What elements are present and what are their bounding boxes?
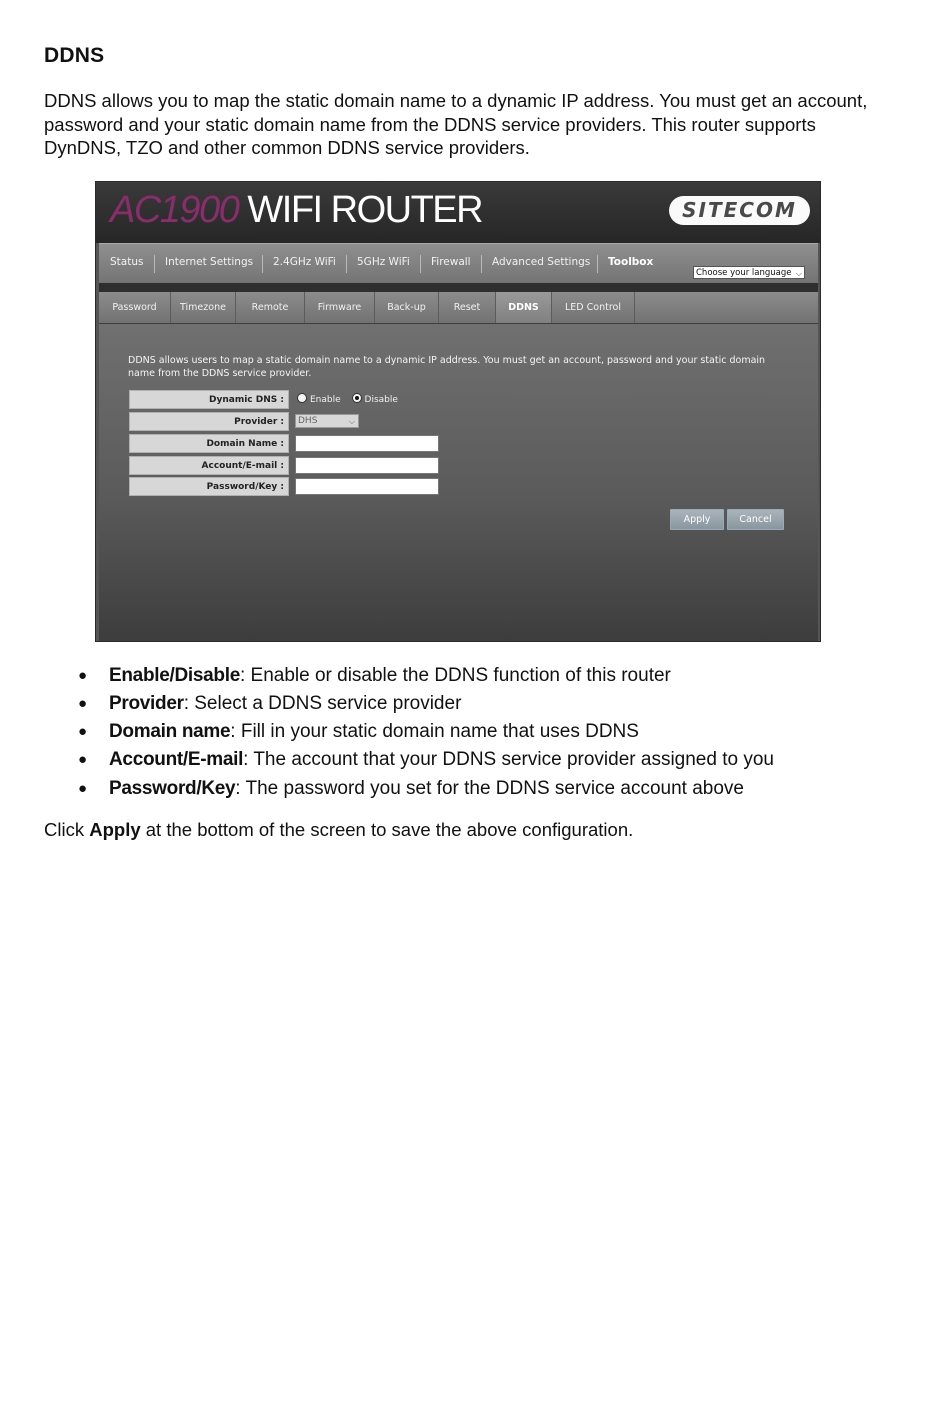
chevron-down-icon: ⌵ bbox=[348, 417, 355, 426]
list-item-term: Domain name bbox=[109, 721, 231, 742]
closing-apply: Apply bbox=[89, 819, 141, 840]
chevron-down-icon: ⌵ bbox=[795, 269, 802, 278]
bullet-icon: ● bbox=[78, 723, 88, 740]
enable-radio[interactable] bbox=[297, 393, 307, 403]
list-item-desc: : Select a DDNS service provider bbox=[183, 693, 462, 714]
list-item-term: Provider bbox=[109, 693, 184, 714]
nav-divider bbox=[420, 255, 421, 273]
nav-firewall[interactable]: Firewall bbox=[431, 256, 471, 268]
disable-label: Disable bbox=[364, 395, 398, 405]
tab-led-control[interactable]: LED Control bbox=[552, 292, 635, 323]
domain-name-label: Domain Name : bbox=[129, 434, 289, 453]
list-item-desc: : Fill in your static domain name that uses DDNS bbox=[230, 721, 639, 742]
product-model: AC1900 bbox=[110, 189, 239, 231]
language-select-value: Choose your language bbox=[696, 268, 792, 278]
nav-separator-strip bbox=[99, 283, 818, 292]
tab-back-up[interactable]: Back-up bbox=[375, 292, 439, 323]
tab-remote[interactable]: Remote bbox=[236, 292, 305, 323]
list-item-term: Account/E-mail bbox=[109, 749, 244, 770]
dynamic-dns-label: Dynamic DNS : bbox=[129, 390, 289, 409]
account-input[interactable] bbox=[295, 457, 439, 474]
intro-paragraph: DDNS allows you to map the static domain name to a dynamic IP address. You must get an account, password and your static domain name from the DDNS service providers. This router supports DynDNS, TZO and other common DDNS service providers. bbox=[44, 90, 868, 158]
nav-divider bbox=[481, 255, 482, 273]
apply-button[interactable]: Apply bbox=[670, 509, 724, 530]
nav-divider bbox=[346, 255, 347, 273]
tab-password[interactable]: Password bbox=[99, 292, 171, 323]
bullet-icon: ● bbox=[78, 751, 88, 768]
nav-divider bbox=[154, 255, 155, 273]
provider-select-value: DHS bbox=[298, 416, 318, 426]
ddns-description: DDNS allows users to map a static domain name to a dynamic IP address. You must get an account, password and your static domain name from the DDNS service provider. bbox=[128, 355, 766, 379]
list-item-term: Enable/Disable bbox=[109, 665, 240, 686]
list-item-term: Password/Key bbox=[109, 778, 236, 799]
nav-5ghz-wifi[interactable]: 5GHz WiFi bbox=[357, 256, 410, 268]
language-select[interactable] bbox=[693, 266, 805, 279]
tab-reset[interactable]: Reset bbox=[439, 292, 496, 323]
tab-ddns[interactable]: DDNS bbox=[496, 292, 552, 323]
list-item-desc: : The account that your DDNS service provider assigned to you bbox=[243, 749, 774, 770]
closing-paragraph bbox=[44, 818, 633, 842]
ddns-panel bbox=[99, 324, 818, 641]
list-item-desc: : The password you set for the DDNS service account above bbox=[235, 778, 744, 799]
dynamic-dns-radio-group bbox=[297, 393, 406, 405]
provider-select[interactable] bbox=[295, 414, 359, 428]
closing-prefix: Click bbox=[44, 819, 90, 840]
password-label: Password/Key : bbox=[129, 477, 289, 496]
nav-toolbox[interactable]: Toolbox bbox=[608, 256, 654, 268]
product-name: WIFI ROUTER bbox=[247, 189, 483, 231]
nav-internet-settings[interactable]: Internet Settings bbox=[165, 256, 254, 268]
nav-advanced-settings[interactable]: Advanced Settings bbox=[492, 256, 591, 268]
closing-suffix: at the bottom of the screen to save the above configuration. bbox=[140, 819, 634, 840]
nav-status[interactable]: Status bbox=[110, 256, 144, 268]
account-label: Account/E-mail : bbox=[129, 456, 289, 475]
bullet-icon: ● bbox=[78, 780, 88, 797]
brand-logo: SITECOM bbox=[669, 196, 810, 225]
nav-divider bbox=[262, 255, 263, 273]
tab-timezone[interactable]: Timezone bbox=[171, 292, 236, 323]
provider-label: Provider : bbox=[129, 412, 289, 431]
cancel-button[interactable]: Cancel bbox=[727, 509, 784, 530]
nav-divider bbox=[597, 255, 598, 273]
disable-radio[interactable] bbox=[352, 393, 362, 403]
sub-nav bbox=[99, 292, 818, 324]
domain-name-input[interactable] bbox=[295, 435, 439, 452]
enable-label: Enable bbox=[310, 395, 341, 405]
page-title: DDNS bbox=[44, 44, 105, 67]
tab-firmware[interactable]: Firmware bbox=[305, 292, 375, 323]
bullet-icon: ● bbox=[78, 695, 88, 712]
product-title bbox=[110, 189, 482, 232]
router-screenshot bbox=[95, 181, 821, 642]
password-input[interactable] bbox=[295, 478, 439, 495]
nav-24ghz-wifi[interactable]: 2.4GHz WiFi bbox=[273, 256, 336, 268]
list-item-desc: : Enable or disable the DDNS function of this router bbox=[239, 665, 671, 686]
bullet-icon: ● bbox=[78, 667, 88, 684]
router-banner bbox=[96, 182, 820, 243]
